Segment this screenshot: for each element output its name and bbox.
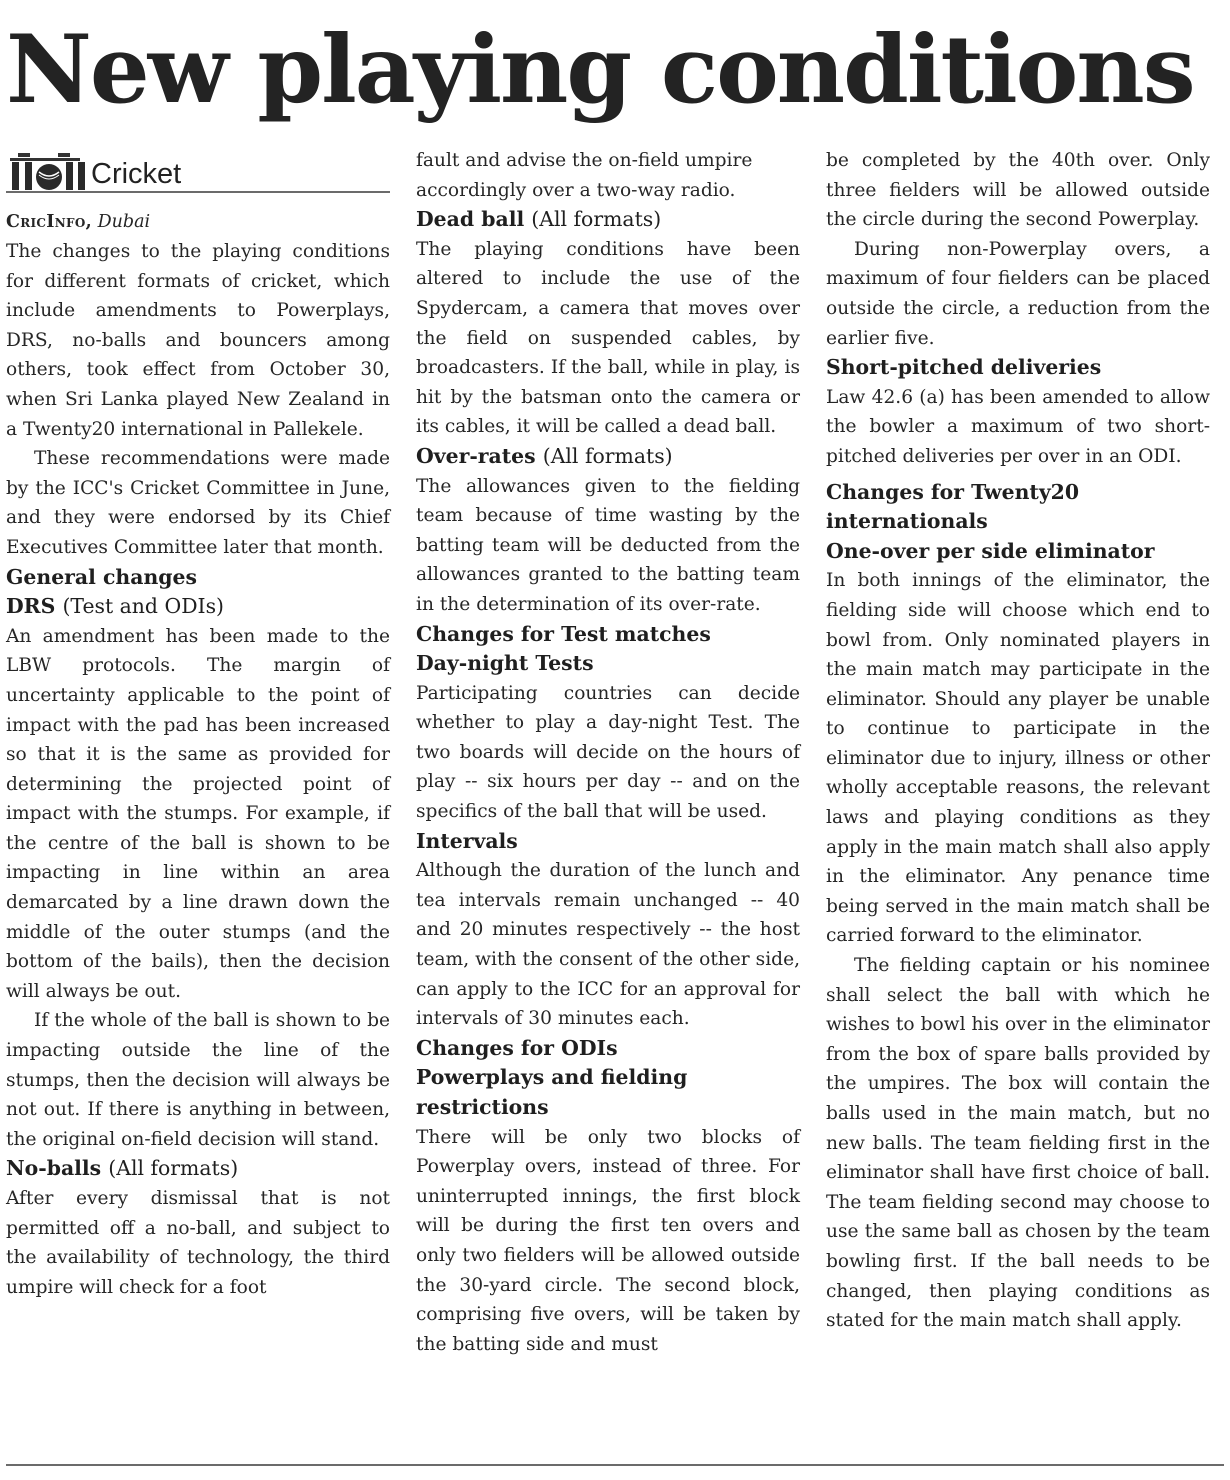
byline <box>6 207 390 237</box>
deadball-subheading <box>416 205 800 235</box>
headline: New playing conditions <box>6 15 1194 125</box>
byline-source: CricInfo, <box>6 212 92 232</box>
deadball-paragraph: The playing conditions have been altered to include the use of the Spydercam, a camera that moves over the field on suspended cables, by broadcasters. If the ball, while in play, is hit by the batsman onto the camera or its cables, it will be called a dead ball. <box>416 238 800 438</box>
powerplays-paragraph-part-1: There will be only two blocks of Powerplay overs, instead of three. For uninterrupted innings, the first block will be during the first ten overs and only two fielders will be allowed outside the 30-yard circle. The second block, comprising five overs, will be taken by the batting side and must <box>416 1126 800 1355</box>
powerplays-paragraph-2: During non-Powerplay overs, a maximum of four fielders can be placed outside the circle, a reduction from the earlier five. <box>826 238 1210 349</box>
daynight-paragraph: Participating countries can decide whether to play a day-night Test. The two boards will decide on the hours of play -- six hours per day -- and on the specifics of the ball that will be used. <box>416 682 800 823</box>
section-label: Cricket <box>91 158 182 190</box>
deadball-title: Dead ball <box>416 207 525 232</box>
noballs-formats: (All formats) <box>108 1156 239 1181</box>
byline-place: Dubai <box>97 212 151 232</box>
drs-subheading <box>6 592 390 622</box>
general-changes-heading: General changes <box>6 564 197 589</box>
noballs-paragraph-part-1: After every dismissal that is not permitted off a no-ball, and subject to the availability of technology, the third umpire will check for a foot <box>6 1188 390 1298</box>
column-3 <box>826 146 1210 1336</box>
powerplays-subheading: Powerplays and fielding restrictions <box>416 1065 688 1119</box>
cricket-stumps-ball-icon <box>6 150 86 190</box>
drs-paragraph-2: If the whole of the ball is shown to be impacting outside the line of the stumps, then the decision will always be not out. If there is anything in between, the original on-field decision will stand. <box>6 1010 390 1150</box>
section-header <box>6 146 390 193</box>
drs-formats: (Test and ODIs) <box>62 594 225 619</box>
intro-paragraph-2: These recommendations were made by the ICC's Cricket Committee in June, and they were endorsed by its Chief Executives Committee later that month. <box>6 448 390 558</box>
shortpitched-subheading: Short-pitched deliveries <box>826 355 1102 380</box>
shortpitched-paragraph: Law 42.6 (a) has been amended to allow the bowler a maximum of two short-pitched deliveries per over in an ODI. <box>826 386 1210 467</box>
eliminator-paragraph-1: In both innings of the eliminator, the fielding side will choose which end to bowl from. Only nominated players in the main match may participate in the eliminator. Should any player be unable to continue to participate in the eliminator due to injury, illness or other wholly acceptable reasons, the relevant laws and playing conditions as they apply in the main match shall also apply in the eliminator. Any penance time being served in the main match shall be carried forward to the eliminator. <box>826 570 1210 947</box>
bottom-rule <box>6 1464 1224 1466</box>
eliminator-paragraph-2: The fielding captain or his nominee shall select the ball with which he wishes to bowl his over in the eliminator from the box of spare balls provided by the umpires. The box will contain the balls used in the main match, but no new balls. The team fielding first in the eliminator shall have first choice of ball. The team fielding second may choose to use the same ball as chosen by the team bowling first. If the ball needs to be changed, then playing conditions as stated for the main match shall apply. <box>826 955 1210 1332</box>
intervals-subheading: Intervals <box>416 828 518 853</box>
daynight-subheading: Day-night Tests <box>416 651 594 676</box>
drs-title: DRS <box>6 594 56 619</box>
test-matches-heading: Changes for Test matches <box>416 621 711 646</box>
overrates-paragraph: The allowances given to the fielding team because of time wasting by the batting team will be deducted from the allowances granted to the batting team in the determination of its over-rate. <box>416 475 800 615</box>
overrates-subheading <box>416 442 800 472</box>
noballs-subheading <box>6 1154 390 1184</box>
deadball-formats: (All formats) <box>531 207 662 232</box>
column-1 <box>6 146 390 1302</box>
overrates-formats: (All formats) <box>542 443 673 468</box>
t20-heading: Changes for Twenty20 internationals <box>826 479 1080 534</box>
overrates-title: Over-rates <box>416 443 536 468</box>
noballs-title: No-balls <box>6 1156 102 1181</box>
eliminator-subheading: One-over per side eliminator <box>826 538 1155 563</box>
intro-paragraph-1: The changes to the playing conditions for different formats of cricket, which include amendments to Powerplays, DRS, no-balls and bouncers among others, took effect from October 30, when Sri Lanka played New Zealand in a Twenty20 international in Pallekele. <box>6 241 390 440</box>
odi-heading: Changes for ODIs <box>416 1035 618 1060</box>
intervals-paragraph: Although the duration of the lunch and tea intervals remain unchanged -- 40 and 20 minutes respectively -- the host team, with the consent of the other side, can apply to the ICC for an approval for intervals of 30 minutes each. <box>416 860 800 1030</box>
drs-paragraph-1: An amendment has been made to the LBW protocols. The margin of uncertainty applicable to the point of impact with the pad has been increased so that it is the same as provided for determining the projected point of impact with the stumps. For example, if the centre of the ball is shown to be impacting in line within an area demarcated by a line drawn down the middle of the outer stumps (and the bottom of the bails), then the decision will always be out. <box>6 625 390 1002</box>
powerplays-paragraph-part-2: be completed by the 40th over. Only three fielders will be allowed outside the circle during the second Powerplay. <box>826 150 1210 231</box>
noballs-paragraph-part-2: fault and advise the on-field umpire accordingly over a two-way radio. <box>416 150 753 201</box>
column-2 <box>416 146 800 1359</box>
